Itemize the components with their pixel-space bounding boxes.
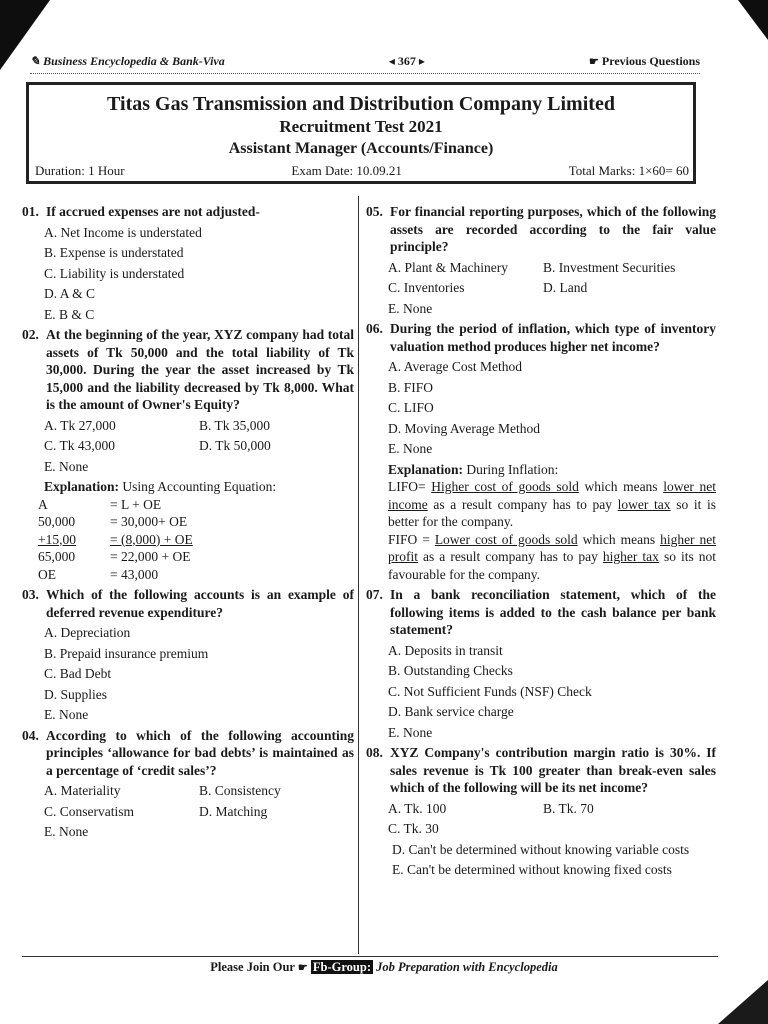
header-page-number: ◂ 367 ▸ <box>388 54 425 68</box>
option: D. Matching <box>199 803 268 819</box>
explanation <box>366 461 716 479</box>
question-number: 01. <box>22 204 39 219</box>
option: B. Consistency <box>199 783 281 798</box>
option: C. Inventories <box>388 280 465 295</box>
option: D. Tk 50,000 <box>199 438 271 453</box>
option: B. Outstanding Checks <box>388 663 513 678</box>
option: E. Can't be determined without knowing fixed costs <box>392 862 672 877</box>
option-row <box>22 782 354 800</box>
column-divider <box>358 196 359 954</box>
equation-row <box>22 513 354 531</box>
question-text: Which of the following accounts is an example of deferred revenue expenditure? <box>46 587 354 620</box>
option-row <box>22 437 354 455</box>
fb-group-badge: Fb-Group: <box>312 960 371 974</box>
equation-left: 65,000 <box>38 549 76 564</box>
equation-right: = (8,000) + OE <box>110 531 193 547</box>
option: C. Tk 43,000 <box>44 438 116 453</box>
total-marks: Total Marks: 1×60= 60 <box>568 163 689 178</box>
exam-date: Exam Date: 10.09.21 <box>291 163 402 178</box>
option: E. None <box>44 824 89 839</box>
option: C. Liability is understated <box>44 265 185 281</box>
option: D. Land <box>543 280 588 295</box>
option: B. Tk. 70 <box>543 800 594 816</box>
option: A. Tk. 100 <box>388 800 447 816</box>
option: E. None <box>388 724 433 740</box>
option: B. Expense is understated <box>44 245 184 260</box>
header-dotted-rule <box>30 73 700 74</box>
post-name: Assistant Manager (Accounts/Finance) <box>228 140 494 157</box>
pen-icon: ✎ <box>30 54 41 68</box>
option: C. Not Sufficient Funds (NSF) Check <box>388 683 592 699</box>
question-number: 02. <box>22 327 39 342</box>
option: B. FIFO <box>388 379 434 395</box>
question-text: XYZ Company's contribution margin ratio is 30%. If sales revenue is Tk 100 greater than break-even sales which of the following will be its net income? <box>390 745 716 795</box>
option: D. Supplies <box>44 686 108 702</box>
question-number: 07. <box>366 587 383 602</box>
question-text: In a bank reconciliation statement, which of the following items is added to the cash balance per bank statement? <box>390 587 716 637</box>
header-book-title: ✎ Business Encyclopedia & Bank-Viva <box>30 54 225 68</box>
footer-text: Please Join Our <box>210 960 295 974</box>
scan-shadow-bottom-right <box>718 980 768 1024</box>
question-8 <box>366 744 716 797</box>
explanation-text: During Inflation: <box>466 461 559 477</box>
question-text: If accrued expenses are not adjusted- <box>46 204 260 219</box>
option: C. Bad Debt <box>44 666 112 681</box>
option-row <box>366 800 716 818</box>
equation-row <box>22 496 354 514</box>
footer-rule <box>22 956 718 957</box>
exam-meta-row <box>35 163 689 179</box>
question-number: 04. <box>22 727 39 743</box>
option-row <box>366 259 716 277</box>
option: C. Tk. 30 <box>388 821 439 836</box>
question-text: At the beginning of the year, XYZ company had total assets of Tk 50,000 and the total liability of Tk 30,000. During the year the asset increased by Tk 15,000 and the liability decreased by Tk 8,000. What is the amount of Owner's Equity? <box>46 327 354 412</box>
question-text: During the period of inflation, which type of inventory valuation method produces higher net income? <box>390 321 716 354</box>
option: D. Can't be determined without knowing variable costs <box>392 841 690 857</box>
equation-right: = 43,000 <box>110 566 159 582</box>
explanation-text: Using Accounting Equation: <box>122 479 277 494</box>
fifo-explanation: FIFO = Lower cost of goods sold which means higher net profit as a result company has to pay higher tax so its not favourable for the company. <box>388 531 717 582</box>
question-4 <box>22 727 354 780</box>
scan-shadow-top-right <box>738 0 768 40</box>
equation-left: OE <box>38 566 56 582</box>
option: D. Moving Average Method <box>388 420 540 436</box>
question-7 <box>366 586 716 639</box>
explanation-label: Explanation: <box>44 479 120 494</box>
option-row <box>22 417 354 435</box>
header-section: ☛ Previous Questions <box>589 54 700 68</box>
option: A. Tk 27,000 <box>44 417 116 433</box>
question-2 <box>22 326 354 414</box>
option: A. Materiality <box>44 783 121 798</box>
question-number: 03. <box>22 587 39 602</box>
option: B. Investment Securities <box>543 259 676 275</box>
equation-right: = 30,000+ OE <box>110 514 188 529</box>
equation-left: +15,00 <box>38 531 76 547</box>
question-1 <box>22 203 354 221</box>
option: D. A & C <box>44 286 96 301</box>
option: E. None <box>44 707 89 722</box>
question-3 <box>22 586 354 621</box>
equation-row <box>22 548 354 566</box>
option-row <box>366 279 716 297</box>
option: A. Net Income is understated <box>44 224 202 240</box>
test-name: Recruitment Test 2021 <box>279 117 443 136</box>
question-5 <box>366 203 716 256</box>
right-column <box>366 200 716 879</box>
question-number: 08. <box>366 745 383 760</box>
pointing-hand-icon: ☛ <box>589 56 599 68</box>
question-6 <box>366 320 716 355</box>
equation-left: 50,000 <box>38 514 76 529</box>
equation-left: A <box>38 496 48 512</box>
option-row <box>22 803 354 821</box>
option: A. Depreciation <box>44 625 131 640</box>
lifo-explanation: LIFO= Higher cost of goods sold which means lower net income as a result company has to pay lower tax so it is better for the company. <box>388 479 717 529</box>
left-column <box>22 200 354 841</box>
company-name: Titas Gas Transmission and Distribution Company Limited <box>107 93 615 115</box>
exam-title-box <box>26 82 696 184</box>
option: B. Tk 35,000 <box>199 417 271 433</box>
pointing-hand-icon: ☛ <box>297 962 308 974</box>
question-number: 06. <box>366 321 383 336</box>
running-header <box>30 54 700 69</box>
option: A. Average Cost Method <box>388 359 522 374</box>
option: E. None <box>44 458 89 474</box>
equation-right: = 22,000 + OE <box>110 549 191 564</box>
equation-right: = L + OE <box>110 496 162 512</box>
equation-row <box>22 566 354 584</box>
option: C. Conservatism <box>44 803 134 819</box>
option: E. B & C <box>44 306 95 322</box>
option: B. Prepaid insurance premium <box>44 645 209 661</box>
option: C. LIFO <box>388 400 434 415</box>
explanation <box>22 478 354 496</box>
equation-row <box>22 531 354 549</box>
question-text: According to which of the following accounting principles ‘allowance for bad debts’ is maintained as a percentage of ‘credit sales’? <box>46 727 354 778</box>
option: A. Plant & Machinery <box>388 259 508 275</box>
duration: Duration: 1 Hour <box>35 163 125 178</box>
question-text: For financial reporting purposes, which of the following assets are recorded according to the fair value principle? <box>390 204 716 254</box>
option: D. Bank service charge <box>388 704 514 719</box>
footer-group-name: Job Preparation with Encyclopedia <box>376 960 558 974</box>
option: A. Deposits in transit <box>388 642 503 658</box>
option: E. None <box>388 300 433 316</box>
explanation-label: Explanation: <box>388 461 464 477</box>
footer <box>0 960 768 975</box>
option: E. None <box>388 441 433 456</box>
question-number: 05. <box>366 204 383 219</box>
